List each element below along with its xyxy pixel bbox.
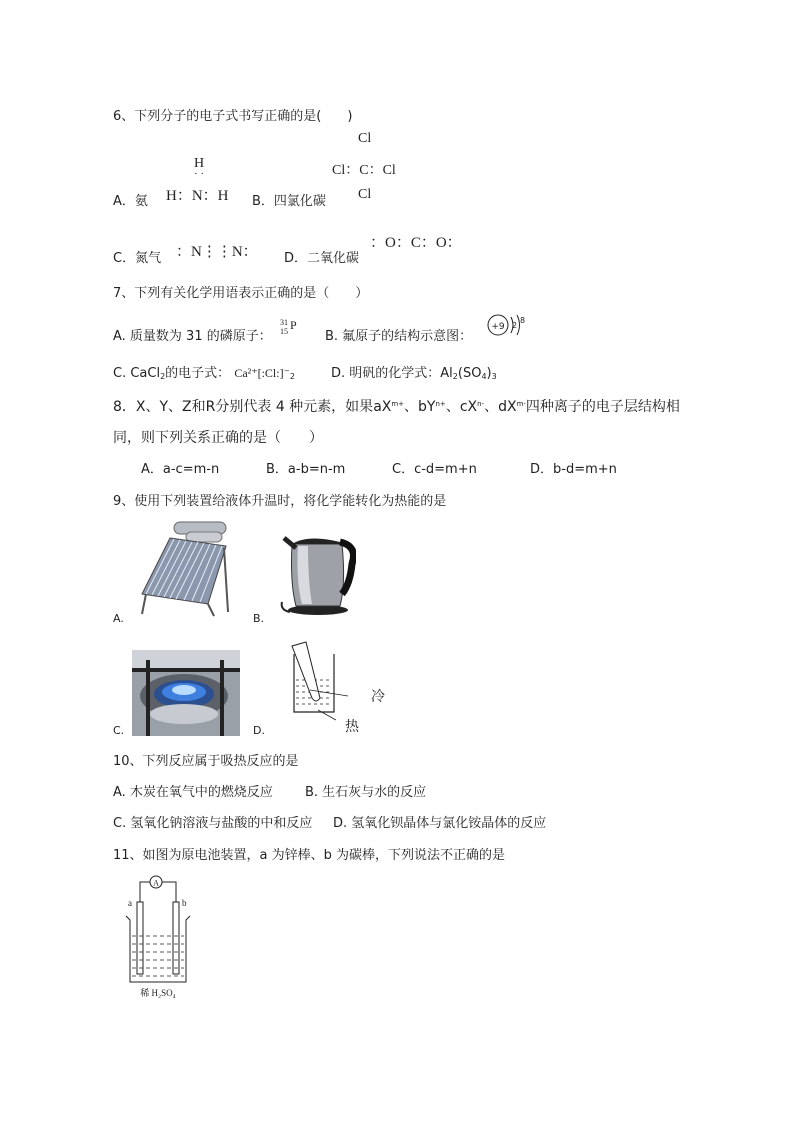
hot-label: 热 — [345, 719, 359, 735]
q11-stem: 11、如图为原电池装置，a 为锌棒、b 为碳棒，下列说法不正确的是 — [113, 848, 506, 863]
q6-option-c: C．氮气 — [113, 251, 162, 266]
ion-by-charge: n+ — [435, 400, 446, 408]
alum-sub2: 4 — [481, 372, 487, 381]
cold-label: 冷 — [371, 689, 385, 705]
q7-option-b: B. 氟原子的结构示意图： — [325, 329, 473, 344]
q6-option-b: B．四氯化碳 — [252, 194, 326, 209]
q9-option-b: B. — [253, 612, 265, 625]
ion-dx-charge: m- — [516, 400, 526, 408]
alum-end: ) — [486, 366, 492, 381]
alum-mid: (SO — [457, 366, 482, 381]
q7-stem: 7、下列有关化学用语表示正确的是（ ） — [113, 286, 369, 301]
q10-stem: 10、下列反应属于吸热反应的是 — [113, 754, 299, 769]
electrode-b-label: b — [182, 898, 187, 908]
nh3-dots: · · — [194, 168, 205, 180]
q8-line2: 同，则下列关系正确的是（ ） — [113, 430, 323, 446]
q8-line1: 8．X、Y、Z和R分别代表 4 种元素，如果$aX^{m+}$、$bY^{n+}$、$cX^{n-}$、$dX^{m-}$四种离子的电子层结构相 — [113, 399, 680, 415]
p-mass-number: 31 — [280, 318, 288, 327]
q8-option-b: B．a-b=n-m — [266, 462, 346, 477]
q7-option-c — [113, 362, 295, 381]
q7-option-a: A. 质量数为 31 的磷原子： — [113, 329, 272, 344]
electrolyte-caption: 稀 H₂SO₄ — [140, 988, 176, 998]
q7-option-d — [331, 362, 497, 381]
ion-cx: cX — [459, 399, 478, 415]
ion-ax-charge: m+ — [391, 400, 405, 408]
galvanic-cell-diagram — [120, 872, 196, 1002]
gas-stove-image — [132, 650, 240, 736]
ion-dx: dX — [498, 399, 517, 415]
cacl2-formula: Ca²⁺[:Cl:]⁻ — [234, 366, 290, 380]
ion-cx-charge: n- — [477, 400, 485, 408]
f-nucleus-charge: +9 — [491, 322, 505, 332]
f-shell1-electrons: 2 — [512, 321, 518, 330]
ion-by: bY — [418, 399, 436, 415]
q8-line1-post: 四种离子的电子层结构相 — [525, 399, 680, 415]
q8-option-d: D．b-d=m+n — [530, 462, 617, 477]
cacl2-label: C. CaCl — [113, 366, 161, 381]
q10-option-a: A. 木炭在氧气中的燃烧反应 — [113, 785, 273, 800]
cacl2-rest: 的电子式： — [165, 366, 231, 381]
alum-label: D. 明矾的化学式：Al — [331, 366, 453, 381]
solar-water-heater-image — [132, 518, 232, 618]
f-shell2-electrons: 8 — [520, 316, 526, 325]
ion-ax: aX — [373, 399, 392, 415]
n2-formula: ：N⋮⋮N： — [176, 244, 258, 260]
q6-option-d: D．二氧化碳 — [284, 251, 360, 266]
q9-option-d: D. — [253, 724, 265, 737]
q10-option-b: B. 生石灰与水的反应 — [305, 785, 427, 800]
q10-option-c: C. 氢氧化钠溶液与盐酸的中和反应 — [113, 816, 313, 831]
alum-sub3: 3 — [491, 372, 497, 381]
beaker-test-tube-diagram — [286, 640, 350, 722]
ccl4-bot: Cl — [358, 187, 372, 202]
q9-option-c: C. — [113, 724, 125, 737]
q6-stem: 6、下列分子的电子式书写正确的是( ) — [113, 109, 353, 124]
q6-option-a: A．氨 — [113, 194, 148, 209]
q10-option-d: D. 氢氧化钡晶体与氯化铵晶体的反应 — [333, 816, 547, 831]
alum-sub1: 2 — [452, 372, 458, 381]
p-symbol: P — [290, 318, 297, 332]
ccl4-mid: Cl：C：Cl — [332, 163, 396, 178]
fluorine-atom-diagram — [484, 311, 530, 339]
nh3-formula: H：N：H — [166, 188, 229, 204]
cacl2-formula-sub: 2 — [289, 372, 296, 381]
co2-formula: ：O：C：O： — [370, 235, 462, 251]
nh3-top-h: H — [194, 156, 205, 171]
ammeter-label: A — [153, 878, 159, 888]
electrode-a-label: a — [128, 898, 132, 908]
q9-stem: 9、使用下列装置给液体升温时，将化学能转化为热能的是 — [113, 494, 447, 509]
q8-option-c: C．c-d=m+n — [392, 462, 477, 477]
electric-kettle-image — [278, 524, 356, 616]
q8-option-a: A．a-c=m-n — [141, 462, 220, 477]
q9-option-a: A. — [113, 612, 124, 625]
q8-line1-pre: 8．X、Y、Z和R分别代表 4 种元素，如果 — [113, 399, 374, 415]
ccl4-top: Cl — [358, 131, 372, 146]
p-atomic-number: 15 — [280, 327, 288, 336]
cacl2-sub: 2 — [160, 372, 166, 381]
